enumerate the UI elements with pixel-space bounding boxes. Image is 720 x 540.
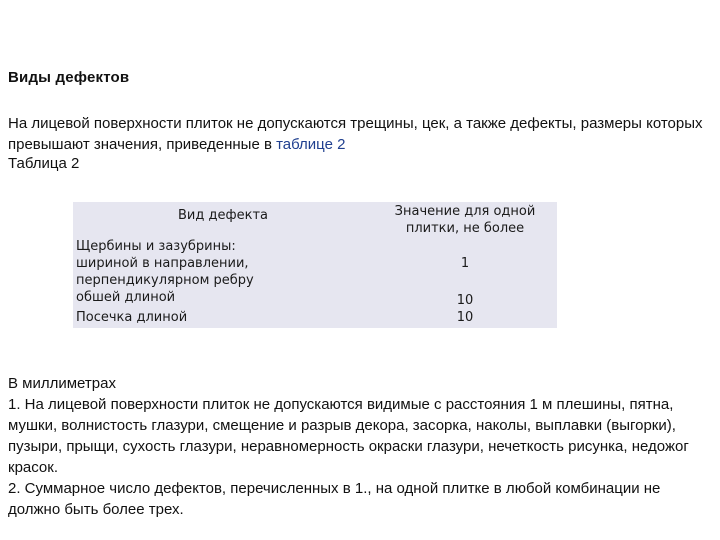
row-label-line: перпендикулярном ребру bbox=[76, 273, 254, 288]
intro-paragraph bbox=[8, 113, 708, 155]
table-row-chips-label bbox=[76, 238, 366, 306]
requirement-item-2: 2. Суммарное число дефектов, перечисленных в 1., на одной плитке в любой комбинации не должно быть более трех. bbox=[8, 480, 661, 518]
row-label-line: обшей длиной bbox=[76, 290, 176, 305]
table-cell-value: 10 bbox=[456, 310, 474, 325]
table-caption: Таблица 2 bbox=[8, 155, 80, 172]
table-cell-value: 1 bbox=[460, 256, 470, 271]
table-cell-value: 10 bbox=[456, 293, 474, 308]
table-row-label: Посечка длиной bbox=[76, 310, 188, 325]
column-header-max-value: Значение для одной плитки, не более bbox=[394, 204, 536, 236]
row-label-line: Щербины и зазубрины: bbox=[76, 239, 236, 254]
requirement-item-1: 1. На лицевой поверхности плиток не допускаются видимые с расстояния 1 м плешины, пятна, мушки, волнистость глазури, смещение и разрыв декора, засорка, наколы, выплавки (выгорки), пузыри, прыщи, сухость глазури, неравномерность окраски глазури, нечеткость рисунка, недожог красок. bbox=[8, 396, 689, 476]
intro-text: На лицевой поверхности плиток не допускаются трещины, цек, а также дефекты, размеры которых превышают значения, приведенные в bbox=[8, 115, 703, 153]
section-heading: Виды дефектов bbox=[8, 69, 130, 86]
requirements-text bbox=[8, 373, 716, 520]
units-note: В миллиметрах bbox=[8, 375, 116, 392]
column-header-defect-type: Вид дефекта bbox=[178, 208, 268, 223]
defects-table bbox=[73, 202, 557, 328]
row-label-line: шириной в направлении, bbox=[76, 256, 249, 271]
table-reference-link[interactable]: таблице 2 bbox=[276, 136, 346, 153]
